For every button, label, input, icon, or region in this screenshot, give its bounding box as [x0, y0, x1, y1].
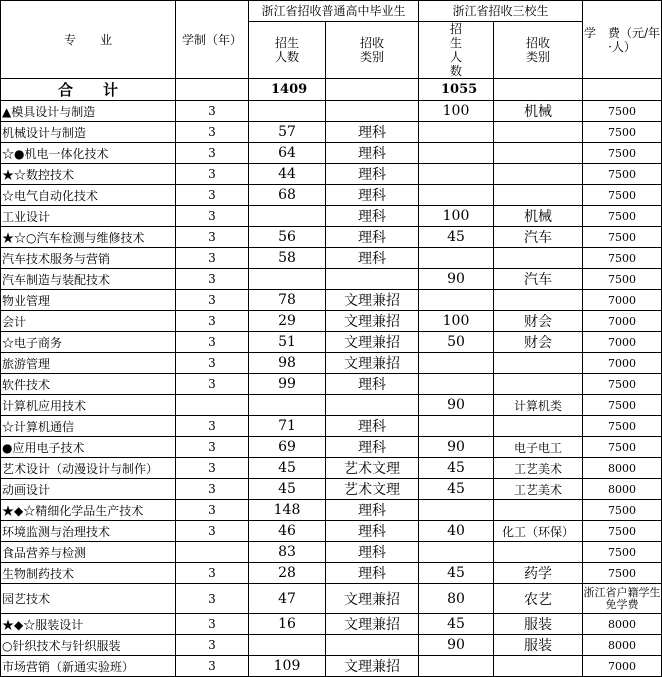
- three-type: [494, 122, 583, 143]
- major-name: ☆●机电一体化技术: [1, 143, 176, 164]
- three-count: [419, 122, 494, 143]
- three-count: 90: [419, 635, 494, 656]
- general-type: 理科: [326, 185, 419, 206]
- header-three-type: 招收类别: [494, 22, 583, 79]
- general-type: 文理兼招: [326, 353, 419, 374]
- table-row: [1, 143, 662, 164]
- three-type: [494, 542, 583, 563]
- table-row: [1, 542, 662, 563]
- table-row: [1, 614, 662, 635]
- tuition-fee: 7500: [583, 122, 662, 143]
- general-type: 理科: [326, 521, 419, 542]
- table-row: [1, 521, 662, 542]
- three-count: [419, 542, 494, 563]
- general-type: [326, 101, 419, 122]
- three-type: 服装: [494, 635, 583, 656]
- duration-cell: 3: [176, 269, 249, 290]
- table-row: [1, 395, 662, 416]
- major-name: 园艺技术: [1, 584, 176, 614]
- general-count: [249, 206, 326, 227]
- three-type: 化工（环保）: [494, 521, 583, 542]
- general-count: 98: [249, 353, 326, 374]
- three-type: 计算机类: [494, 395, 583, 416]
- general-count: 56: [249, 227, 326, 248]
- three-type: 机械: [494, 206, 583, 227]
- duration-cell: 3: [176, 563, 249, 584]
- table-row: [1, 635, 662, 656]
- three-count: 100: [419, 101, 494, 122]
- table-row: [1, 101, 662, 122]
- general-type: 理科: [326, 164, 419, 185]
- table-row: [1, 311, 662, 332]
- total-general-count: 1409: [249, 79, 326, 101]
- major-name: ★☆○汽车检测与维修技术: [1, 227, 176, 248]
- table-row: [1, 122, 662, 143]
- tuition-fee: 7000: [583, 353, 662, 374]
- major-name: 市场营销（新通实验班）: [1, 656, 176, 677]
- total-label: 合 计: [1, 79, 176, 101]
- tuition-fee: 7000: [583, 332, 662, 353]
- total-three-count: 1055: [419, 79, 494, 101]
- table-row: [1, 269, 662, 290]
- three-count: [419, 416, 494, 437]
- general-count: [249, 395, 326, 416]
- major-name: ★◆☆精细化学品生产技术: [1, 500, 176, 521]
- table-row: [1, 500, 662, 521]
- general-count: 45: [249, 458, 326, 479]
- general-count: 46: [249, 521, 326, 542]
- three-type: 财会: [494, 332, 583, 353]
- general-count: 69: [249, 437, 326, 458]
- three-count: 90: [419, 269, 494, 290]
- major-name: 机械设计与制造: [1, 122, 176, 143]
- three-type: 工艺美术: [494, 479, 583, 500]
- general-type: 理科: [326, 374, 419, 395]
- general-count: 78: [249, 290, 326, 311]
- tuition-fee: 7500: [583, 542, 662, 563]
- general-type: [326, 635, 419, 656]
- tuition-fee: 7500: [583, 227, 662, 248]
- three-type: [494, 353, 583, 374]
- major-name: ☆计算机通信: [1, 416, 176, 437]
- total-row: [1, 79, 662, 101]
- table-row: [1, 185, 662, 206]
- general-type: 艺术文理: [326, 458, 419, 479]
- general-type: 理科: [326, 563, 419, 584]
- general-count: 44: [249, 164, 326, 185]
- tuition-fee: 7000: [583, 311, 662, 332]
- header-general-type: 招收类别: [326, 22, 419, 79]
- three-type: [494, 500, 583, 521]
- table-row: [1, 290, 662, 311]
- tuition-fee: 8000: [583, 635, 662, 656]
- tuition-fee: 7500: [583, 101, 662, 122]
- general-count: 58: [249, 248, 326, 269]
- major-name: ★◆☆服装设计: [1, 614, 176, 635]
- three-count: 45: [419, 479, 494, 500]
- duration-cell: 3: [176, 458, 249, 479]
- duration-cell: 3: [176, 101, 249, 122]
- major-name: 会计: [1, 311, 176, 332]
- header-major: 专 业: [1, 1, 176, 79]
- major-name: 汽车技术服务与营销: [1, 248, 176, 269]
- table-row: [1, 656, 662, 677]
- duration-cell: 3: [176, 500, 249, 521]
- three-type: 汽车: [494, 269, 583, 290]
- general-type: 理科: [326, 416, 419, 437]
- general-type: 文理兼招: [326, 332, 419, 353]
- tuition-fee: 7500: [583, 164, 662, 185]
- major-name: 动画设计: [1, 479, 176, 500]
- three-count: 50: [419, 332, 494, 353]
- duration-cell: 3: [176, 656, 249, 677]
- duration-cell: 3: [176, 353, 249, 374]
- general-count: 99: [249, 374, 326, 395]
- tuition-fee: 7500: [583, 143, 662, 164]
- general-type: 理科: [326, 542, 419, 563]
- table-row: [1, 458, 662, 479]
- major-name: 汽车制造与装配技术: [1, 269, 176, 290]
- three-count: 90: [419, 395, 494, 416]
- duration-cell: 3: [176, 248, 249, 269]
- three-type: [494, 164, 583, 185]
- tuition-fee: 8000: [583, 614, 662, 635]
- general-count: 109: [249, 656, 326, 677]
- table-row: [1, 353, 662, 374]
- table-row: [1, 479, 662, 500]
- header-three-school-group: 浙江省招收三校生: [419, 1, 583, 22]
- duration-cell: 3: [176, 635, 249, 656]
- general-type: 理科: [326, 143, 419, 164]
- general-type: [326, 269, 419, 290]
- table-row: [1, 227, 662, 248]
- major-name: 生物制药技术: [1, 563, 176, 584]
- total-three-type-cell: [494, 79, 583, 101]
- three-count: 80: [419, 584, 494, 614]
- general-count: 57: [249, 122, 326, 143]
- duration-cell: 3: [176, 332, 249, 353]
- three-count: 45: [419, 563, 494, 584]
- major-name: ○针织技术与针织服装: [1, 635, 176, 656]
- major-name: ●应用电子技术: [1, 437, 176, 458]
- general-type: 理科: [326, 248, 419, 269]
- tuition-fee: 浙江省户籍学生免学费: [583, 584, 662, 614]
- table-row: [1, 374, 662, 395]
- tuition-fee: 7500: [583, 521, 662, 542]
- tuition-fee: 7500: [583, 206, 662, 227]
- table-row: [1, 437, 662, 458]
- major-name: 计算机应用技术: [1, 395, 176, 416]
- three-type: 财会: [494, 311, 583, 332]
- tuition-fee: 7500: [583, 374, 662, 395]
- three-type: 服装: [494, 614, 583, 635]
- general-count: 28: [249, 563, 326, 584]
- major-name: ☆电气自动化技术: [1, 185, 176, 206]
- general-count: 148: [249, 500, 326, 521]
- tuition-fee: 8000: [583, 458, 662, 479]
- duration-cell: [176, 395, 249, 416]
- duration-cell: 3: [176, 479, 249, 500]
- tuition-fee: 7500: [583, 248, 662, 269]
- three-type: 机械: [494, 101, 583, 122]
- three-type: [494, 248, 583, 269]
- total-tuition-cell: [583, 79, 662, 101]
- tuition-fee: 7500: [583, 395, 662, 416]
- three-count: 45: [419, 458, 494, 479]
- general-type: 理科: [326, 206, 419, 227]
- duration-cell: 3: [176, 311, 249, 332]
- tuition-fee: 7500: [583, 416, 662, 437]
- tuition-fee: 7500: [583, 185, 662, 206]
- general-count: 64: [249, 143, 326, 164]
- general-count: [249, 101, 326, 122]
- general-count: [249, 635, 326, 656]
- major-name: 物业管理: [1, 290, 176, 311]
- three-count: [419, 656, 494, 677]
- duration-cell: 3: [176, 437, 249, 458]
- three-type: 农艺: [494, 584, 583, 614]
- three-count: [419, 500, 494, 521]
- three-count: [419, 143, 494, 164]
- major-name: 环境监测与治理技术: [1, 521, 176, 542]
- table-row: [1, 563, 662, 584]
- general-count: 83: [249, 542, 326, 563]
- header-tuition: 学 费（元/年·人）: [583, 1, 662, 79]
- table-row: [1, 332, 662, 353]
- duration-cell: 3: [176, 290, 249, 311]
- three-count: [419, 248, 494, 269]
- table-row: [1, 584, 662, 614]
- three-count: [419, 164, 494, 185]
- table-row: [1, 206, 662, 227]
- general-count: [249, 269, 326, 290]
- table-row: [1, 164, 662, 185]
- duration-cell: [176, 542, 249, 563]
- general-type: 文理兼招: [326, 584, 419, 614]
- three-type: [494, 416, 583, 437]
- general-type: 文理兼招: [326, 290, 419, 311]
- three-type: [494, 143, 583, 164]
- duration-cell: 3: [176, 185, 249, 206]
- three-type: 电子电工: [494, 437, 583, 458]
- three-count: [419, 290, 494, 311]
- duration-cell: 3: [176, 584, 249, 614]
- duration-cell: 3: [176, 206, 249, 227]
- tuition-fee: 7000: [583, 656, 662, 677]
- three-type: [494, 374, 583, 395]
- three-count: [419, 374, 494, 395]
- major-name: ☆电子商务: [1, 332, 176, 353]
- three-count: 100: [419, 206, 494, 227]
- total-general-type-cell: [326, 79, 419, 101]
- three-type: 工艺美术: [494, 458, 583, 479]
- three-count: 45: [419, 614, 494, 635]
- general-type: 理科: [326, 437, 419, 458]
- general-type: 文理兼招: [326, 656, 419, 677]
- table-row: [1, 416, 662, 437]
- duration-cell: 3: [176, 143, 249, 164]
- duration-cell: 3: [176, 374, 249, 395]
- duration-cell: 3: [176, 416, 249, 437]
- three-count: [419, 185, 494, 206]
- header-general-group: 浙江省招收普通高中毕业生: [249, 1, 419, 22]
- major-name: 艺术设计（动漫设计与制作）: [1, 458, 176, 479]
- three-type: [494, 185, 583, 206]
- general-type: 理科: [326, 122, 419, 143]
- header-general-count: 招生人数: [249, 22, 326, 79]
- three-type: 汽车: [494, 227, 583, 248]
- general-type: 艺术文理: [326, 479, 419, 500]
- three-type: [494, 656, 583, 677]
- tuition-fee: 7500: [583, 437, 662, 458]
- general-count: 16: [249, 614, 326, 635]
- three-type: 药学: [494, 563, 583, 584]
- major-name: ▲模具设计与制造: [1, 101, 176, 122]
- three-count: 40: [419, 521, 494, 542]
- general-count: 45: [249, 479, 326, 500]
- three-count: [419, 353, 494, 374]
- tuition-fee: 7500: [583, 269, 662, 290]
- tuition-fee: 8000: [583, 479, 662, 500]
- general-type: 文理兼招: [326, 311, 419, 332]
- general-count: 29: [249, 311, 326, 332]
- duration-cell: 3: [176, 164, 249, 185]
- three-type: [494, 290, 583, 311]
- general-count: 47: [249, 584, 326, 614]
- duration-cell: 3: [176, 521, 249, 542]
- duration-cell: 3: [176, 227, 249, 248]
- three-count: 45: [419, 227, 494, 248]
- header-three-count: 招生人数: [419, 22, 494, 79]
- general-count: 71: [249, 416, 326, 437]
- total-duration-cell: [176, 79, 249, 101]
- tuition-fee: 7500: [583, 500, 662, 521]
- general-type: [326, 395, 419, 416]
- major-name: 软件技术: [1, 374, 176, 395]
- general-count: 68: [249, 185, 326, 206]
- general-type: 文理兼招: [326, 614, 419, 635]
- general-type: 理科: [326, 500, 419, 521]
- three-count: 100: [419, 311, 494, 332]
- tuition-fee: 7000: [583, 290, 662, 311]
- table-row: [1, 248, 662, 269]
- major-name: 工业设计: [1, 206, 176, 227]
- general-type: 理科: [326, 227, 419, 248]
- major-name: ★☆数控技术: [1, 164, 176, 185]
- three-count: 90: [419, 437, 494, 458]
- duration-cell: 3: [176, 122, 249, 143]
- duration-cell: 3: [176, 614, 249, 635]
- major-name: 食品营养与检测: [1, 542, 176, 563]
- header-duration: 学制（年）: [176, 1, 249, 79]
- general-count: 51: [249, 332, 326, 353]
- major-name: 旅游管理: [1, 353, 176, 374]
- tuition-fee: 7500: [583, 563, 662, 584]
